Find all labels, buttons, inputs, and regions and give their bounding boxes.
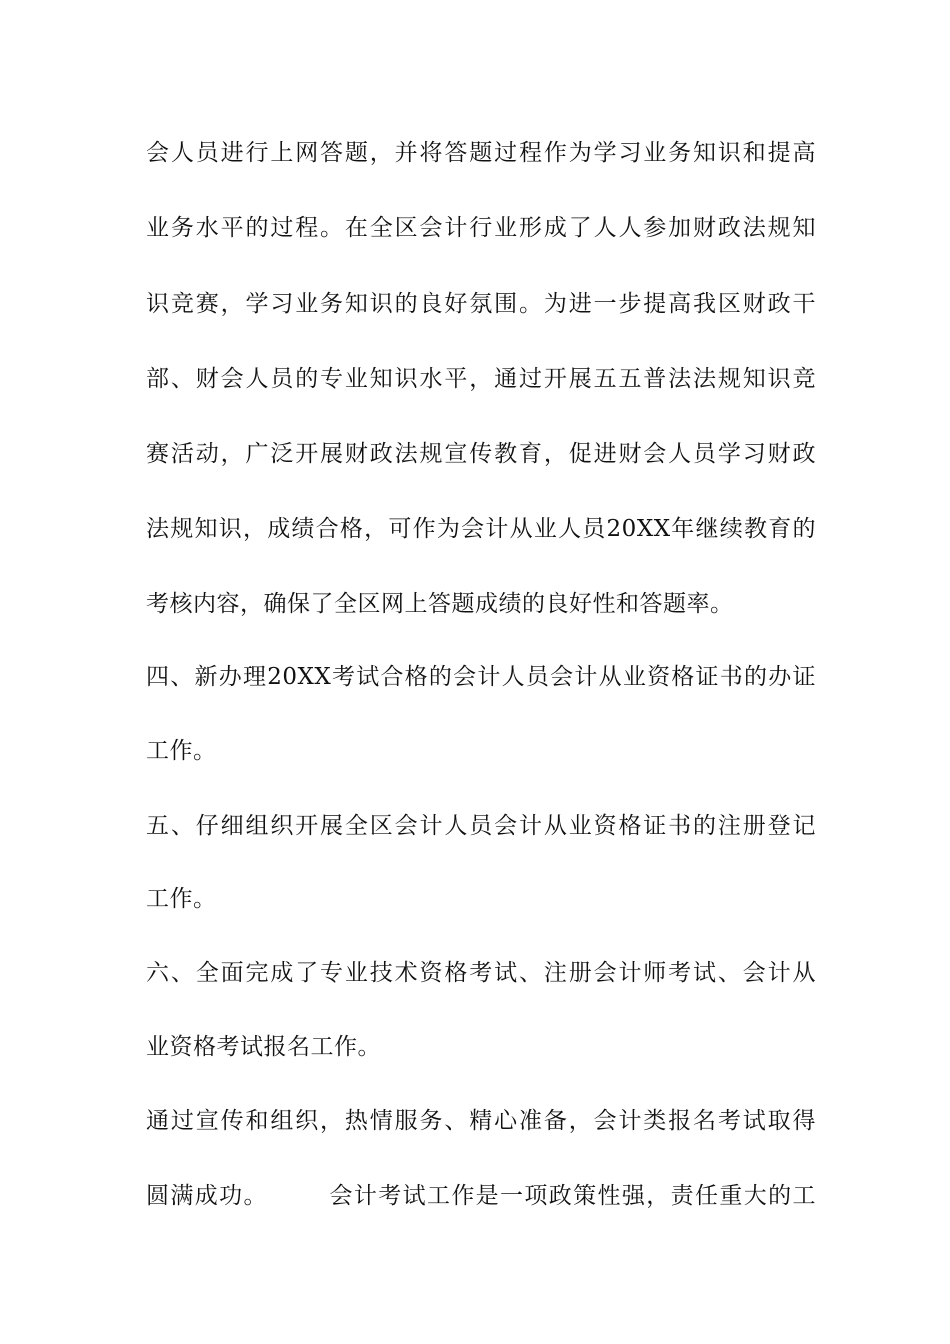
text-line: 通过宣传和组织，热情服务、精心准备，会计类报名考试取得 <box>146 1108 816 1134</box>
text-line: 圆满成功。 会计考试工作是一项政策性强，责任重大的工 <box>146 1183 816 1209</box>
text-line: 考核内容，确保了全区网上答题成绩的良好性和答题率。 <box>146 591 734 617</box>
text-line: 法规知识，成绩合格，可作为会计从业人员20XX年继续教育的 <box>146 516 816 542</box>
text-line: 部、财会人员的专业知识水平，通过开展五五普法法规知识竞 <box>146 366 816 392</box>
text-line: 工作。 <box>146 886 217 912</box>
text-line: 识竞赛，学习业务知识的良好氛围。为进一步提高我区财政干 <box>146 291 816 317</box>
text-line: 业资格考试报名工作。 <box>146 1034 381 1060</box>
text-line: 工作。 <box>146 738 217 764</box>
text-line: 赛活动，广泛开展财政法规宣传教育，促进财会人员学习财政 <box>146 441 816 467</box>
text-line: 会人员进行上网答题，并将答题过程作为学习业务知识和提高 <box>146 140 816 166</box>
text-line: 业务水平的过程。在全区会计行业形成了人人参加财政法规知 <box>146 215 816 241</box>
text-line: 六、全面完成了专业技术资格考试、注册会计师考试、会计从 <box>146 960 816 986</box>
text-line: 五、仔细组织开展全区会计人员会计从业资格证书的注册登记 <box>146 813 816 839</box>
text-line: 四、新办理20XX考试合格的会计人员会计从业资格证书的办证 <box>146 664 816 690</box>
